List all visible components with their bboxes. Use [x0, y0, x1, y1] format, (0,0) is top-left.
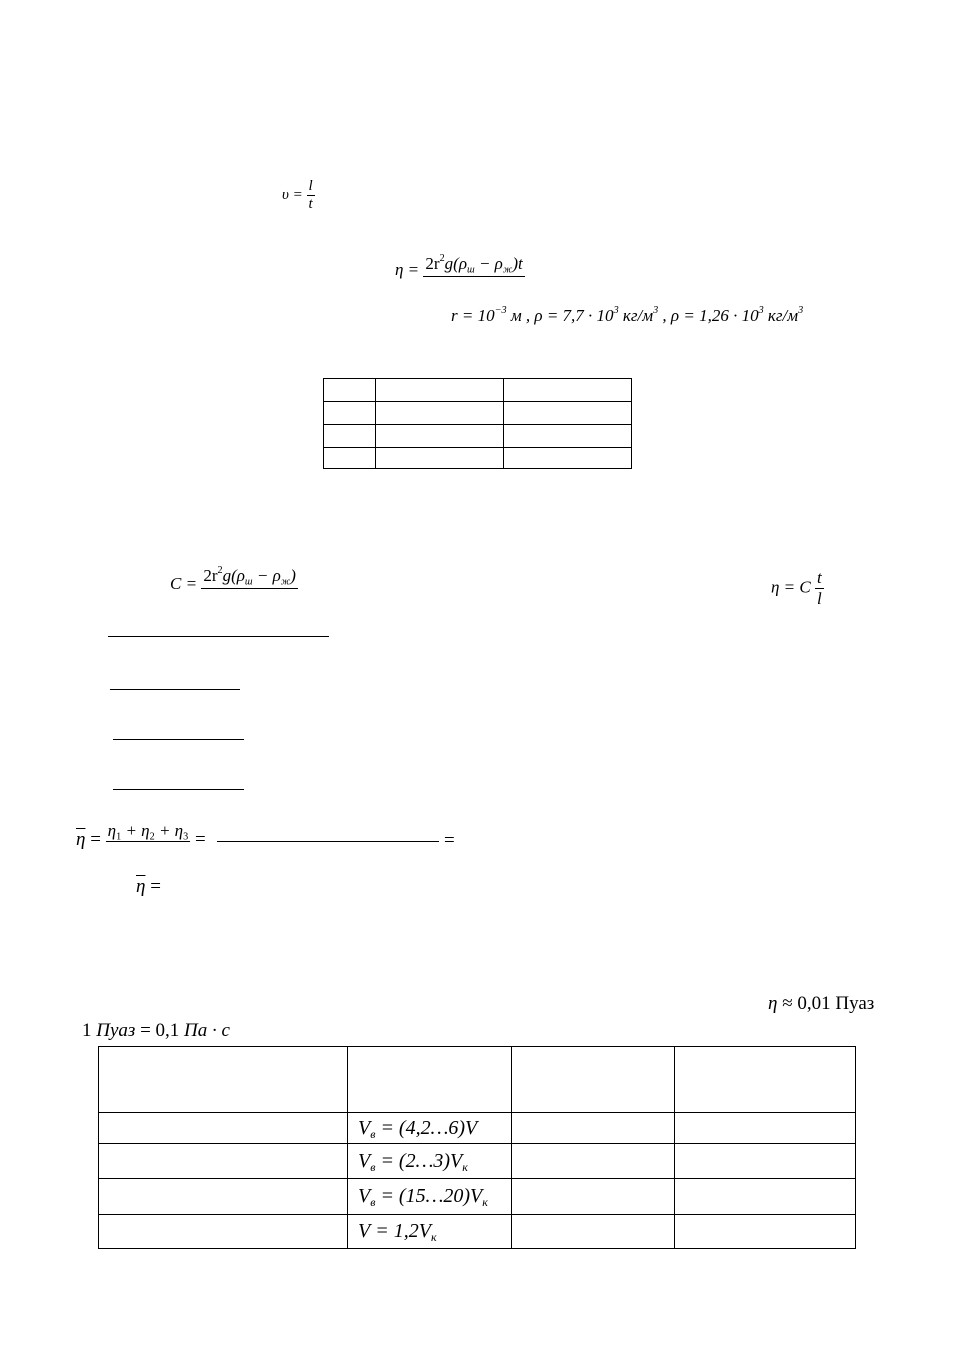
constant-c-formula: $C = 2r^2g(\rho_ш - \rho_ж)$ [170, 564, 296, 593]
velocity-formula [282, 178, 315, 213]
viscosity-numerator: $2r^2g(\rho_ш - \rho_ж)t$ [425, 252, 523, 276]
table-row [99, 1179, 856, 1215]
volume-cell: $V_в$ = $(2\dots 3)V_к$ [348, 1144, 512, 1179]
blank-line-eta1 [110, 689, 240, 690]
volume-cell: $V_в$ = (4,2…6)V [348, 1113, 512, 1144]
volume-table [98, 1046, 856, 1249]
table-row [324, 402, 632, 425]
viscosity-lhs: η = [395, 260, 420, 279]
mean-viscosity-formula: $\overline{\eta} = \eta_1 + \eta_2 + \eta_3$ = [76, 821, 206, 850]
approx-viscosity: η ≈ 0,01 Пуаз [768, 993, 875, 1014]
table-header-row [99, 1047, 856, 1113]
table-row [99, 1113, 856, 1144]
blank-line-c [108, 636, 329, 637]
eta-ct-fraction: $\frac{t}{l}$ [817, 568, 822, 608]
eta-ct-formula: η = C $\frac{t}{l}$ [771, 568, 822, 608]
mean-numerator: $\eta_1 + \eta_2 + \eta_3$ [107, 821, 189, 843]
velocity-denominator: t [308, 196, 313, 212]
velocity-fraction [307, 178, 315, 213]
mean-blank-line [217, 841, 439, 842]
mean-end-equals: = [444, 830, 455, 851]
table-row [99, 1215, 856, 1249]
table-row [99, 1144, 856, 1179]
mean-result: $\overline{\eta}$ = [136, 876, 161, 897]
constant-c-numerator: $2r^2g(\rho_ш - \rho_ж)$ [203, 564, 296, 588]
volume-cell: $V = 1,2V_к$ [348, 1215, 512, 1249]
measurement-table [323, 378, 632, 469]
blank-line-eta3 [113, 789, 244, 790]
velocity-numerator: l [308, 178, 313, 194]
velocity-lhs: υ = [282, 186, 303, 203]
viscosity-formula [395, 254, 525, 280]
table-row [324, 425, 632, 448]
blank-line-eta2 [113, 739, 244, 740]
volume-cell: $V_в$ = $(15\dots 20)V_к$ [348, 1179, 512, 1215]
table-row [324, 448, 632, 469]
table-row [324, 379, 632, 402]
unit-definition: 1 Пуаз = 0,1 Па · с [82, 1020, 230, 1041]
parameters-line: $r = 10^{-3}$ м , $\rho = 7,7 \cdot 10^3$ $кг/м^3$ , $\rho = 1,26 \cdot 10^3$ $кг/м^3$ [451, 304, 804, 325]
